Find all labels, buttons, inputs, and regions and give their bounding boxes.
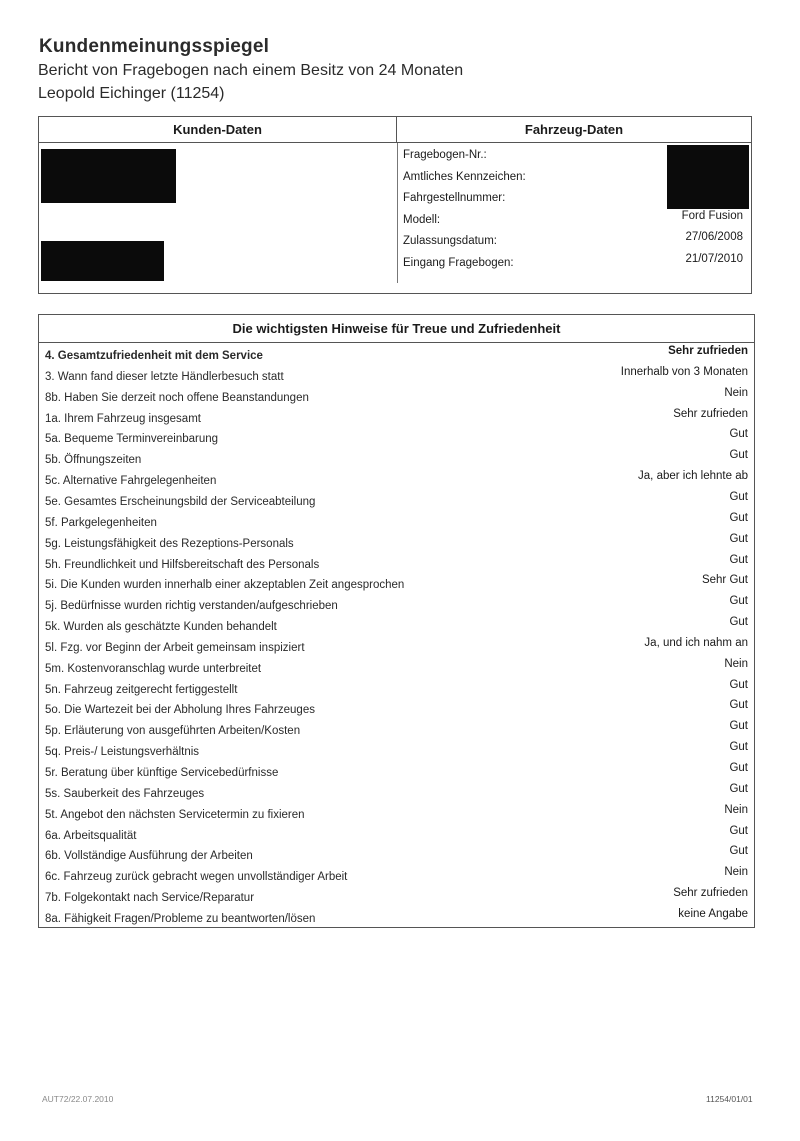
customer-name-line: Leopold Eichinger (11254) bbox=[38, 85, 225, 102]
table-row bbox=[43, 720, 750, 741]
vehicle-field-row bbox=[403, 167, 747, 189]
question-text: 5f. Parkgelegenheiten bbox=[45, 516, 157, 529]
answer-text: Sehr zufrieden bbox=[673, 407, 748, 420]
page-title: Kundenmeinungsspiegel bbox=[39, 36, 270, 57]
answer-text: Nein bbox=[724, 866, 748, 879]
answer-text: Ja, und ich nahm an bbox=[644, 636, 748, 649]
customer-vehicle-box bbox=[38, 116, 752, 294]
table-row bbox=[43, 637, 750, 658]
question-text: 6b. Vollständige Ausführung der Arbeiten bbox=[45, 850, 253, 863]
question-text: 5c. Alternative Fahrgelegenheiten bbox=[45, 475, 217, 488]
answer-text: Gut bbox=[729, 616, 748, 629]
table-row bbox=[43, 616, 750, 637]
table-row bbox=[43, 512, 750, 533]
customer-data-header: Kunden-Daten bbox=[39, 117, 397, 143]
table-row bbox=[43, 679, 750, 700]
answer-text: Gut bbox=[729, 511, 748, 524]
question-text: 4. Gesamtzufriedenheit mit dem Service bbox=[45, 350, 263, 362]
question-text: 5g. Leistungsfähigkeit des Rezeptions-Personals bbox=[45, 537, 294, 550]
answer-text: Gut bbox=[729, 741, 748, 754]
vehicle-field-label: Fragebogen-Nr.: bbox=[403, 149, 487, 161]
answer-text: Gut bbox=[729, 699, 748, 712]
results-table bbox=[38, 314, 755, 928]
vehicle-field-label: Modell: bbox=[403, 213, 441, 226]
table-row bbox=[43, 491, 750, 512]
table-row bbox=[43, 699, 750, 720]
answer-text: Nein bbox=[724, 657, 748, 670]
table-row bbox=[43, 366, 750, 387]
vehicle-field-row bbox=[403, 188, 747, 210]
column-divider bbox=[397, 143, 398, 283]
question-text: 5p. Erläuterung von ausgeführten Arbeiten/Kosten bbox=[45, 725, 301, 738]
vehicle-field-row bbox=[403, 253, 747, 275]
table-row bbox=[43, 449, 750, 470]
table-row bbox=[43, 845, 750, 866]
vehicle-field-label: Eingang Fragebogen: bbox=[403, 256, 514, 269]
vehicle-field-value: Ford Fusion bbox=[681, 209, 743, 222]
question-text: 5e. Gesamtes Erscheinungsbild der Serviceabteilung bbox=[45, 495, 316, 508]
table-row bbox=[43, 533, 750, 554]
question-text: 5i. Die Kunden wurden innerhalb einer akzeptablen Zeit angesprochen bbox=[45, 579, 405, 592]
answer-text: Gut bbox=[729, 824, 748, 837]
table-row bbox=[43, 908, 750, 929]
question-text: 5t. Angebot den nächsten Servicetermin zu fixieren bbox=[45, 808, 305, 821]
table-row bbox=[43, 387, 750, 408]
question-text: 5s. Sauberkeit des Fahrzeuges bbox=[45, 787, 205, 800]
question-text: 5h. Freundlichkeit und Hilfsbereitschaft des Personals bbox=[45, 558, 320, 571]
table-row bbox=[43, 658, 750, 679]
vehicle-field-row bbox=[403, 231, 747, 253]
table-row bbox=[43, 741, 750, 762]
question-text: 6a. Arbeitsqualität bbox=[45, 829, 137, 842]
vehicle-data-header: Fahrzeug-Daten bbox=[397, 117, 751, 143]
answer-text: Gut bbox=[729, 595, 748, 608]
answer-text: Gut bbox=[729, 762, 748, 774]
vehicle-field-label: Amtliches Kennzeichen: bbox=[403, 170, 526, 183]
question-text: 5o. Die Wartezeit bei der Abholung Ihres Fahrzeuges bbox=[45, 704, 315, 717]
answer-text: Sehr zufrieden bbox=[673, 887, 748, 900]
vehicle-field-row bbox=[403, 145, 747, 167]
question-text: 8a. Fähigkeit Fragen/Probleme zu beantworten/lösen bbox=[45, 912, 316, 925]
answer-text: Gut bbox=[729, 532, 748, 545]
question-text: 5q. Preis-/ Leistungsverhältnis bbox=[45, 746, 200, 759]
question-text: 5a. Bequeme Terminvereinbarung bbox=[45, 433, 219, 446]
answer-text: Ja, aber ich lehnte ab bbox=[638, 470, 748, 483]
answer-text: Sehr Gut bbox=[701, 574, 748, 587]
answer-text: Gut bbox=[729, 720, 748, 733]
table-row bbox=[43, 428, 750, 449]
table-row bbox=[43, 408, 750, 429]
question-text: 5j. Bedürfnisse wurden richtig verstanden/aufgeschrieben bbox=[45, 600, 338, 613]
table-row bbox=[43, 887, 750, 908]
answer-text: Innerhalb von 3 Monaten bbox=[620, 365, 748, 378]
results-table-title: Die wichtigsten Hinweise für Treue und Zufriedenheit bbox=[39, 315, 754, 343]
question-text: 5l. Fzg. vor Beginn der Arbeit gemeinsam inspiziert bbox=[45, 641, 305, 654]
answer-text: Gut bbox=[729, 782, 748, 795]
redacted-customer-address bbox=[41, 149, 176, 203]
answer-text: Gut bbox=[729, 553, 748, 566]
answer-text: Sehr zufrieden bbox=[668, 345, 748, 357]
table-row bbox=[43, 804, 750, 825]
question-text: 6c. Fahrzeug zurück gebracht wegen unvollständiger Arbeit bbox=[45, 871, 348, 884]
question-text: 3. Wann fand dieser letzte Händlerbesuch statt bbox=[45, 370, 284, 383]
table-row bbox=[43, 554, 750, 575]
answer-text: keine Angabe bbox=[678, 907, 748, 920]
answer-text: Nein bbox=[724, 803, 748, 816]
question-text: 5k. Wurden als geschätzte Kunden behandelt bbox=[45, 621, 277, 634]
table-row bbox=[43, 595, 750, 616]
answer-text: Gut bbox=[729, 428, 748, 441]
question-text: 5b. Öffnungszeiten bbox=[45, 454, 142, 467]
vehicle-field-value: 27/06/2008 bbox=[685, 231, 743, 243]
footer-code-right: 11254/01/01 bbox=[706, 1094, 753, 1104]
table-row bbox=[43, 574, 750, 595]
question-text: 1a. Ihrem Fahrzeug insgesamt bbox=[45, 412, 201, 425]
table-row bbox=[43, 470, 750, 491]
answer-text: Gut bbox=[729, 845, 748, 858]
answer-text: Nein bbox=[724, 386, 748, 399]
question-text: 5r. Beratung über künftige Servicebedürfnisse bbox=[45, 767, 279, 779]
vehicle-field-value: 21/07/2010 bbox=[685, 252, 743, 265]
answer-text: Gut bbox=[729, 490, 748, 503]
table-row bbox=[43, 762, 750, 783]
table-row bbox=[43, 345, 750, 366]
answer-text: Gut bbox=[729, 449, 748, 462]
table-row bbox=[43, 825, 750, 846]
redacted-customer-contact bbox=[41, 241, 164, 281]
question-text: 5n. Fahrzeug zeitgerecht fertiggestellt bbox=[45, 683, 238, 696]
question-text: 8b. Haben Sie derzeit noch offene Beanstandungen bbox=[45, 391, 309, 404]
question-text: 5m. Kostenvoranschlag wurde unterbreitet bbox=[45, 662, 262, 675]
vehicle-field-label: Zulassungsdatum: bbox=[403, 235, 497, 247]
table-row bbox=[43, 866, 750, 887]
vehicle-field-row bbox=[403, 210, 747, 232]
question-text: 7b. Folgekontakt nach Service/Reparatur bbox=[45, 892, 255, 905]
answer-text: Gut bbox=[729, 678, 748, 691]
vehicle-field-label: Fahrgestellnummer: bbox=[403, 192, 506, 204]
table-row bbox=[43, 783, 750, 804]
footer-code-left: AUT72/22.07.2010 bbox=[42, 1094, 114, 1104]
report-subtitle: Bericht von Fragebogen nach einem Besitz von 24 Monaten bbox=[38, 62, 464, 79]
